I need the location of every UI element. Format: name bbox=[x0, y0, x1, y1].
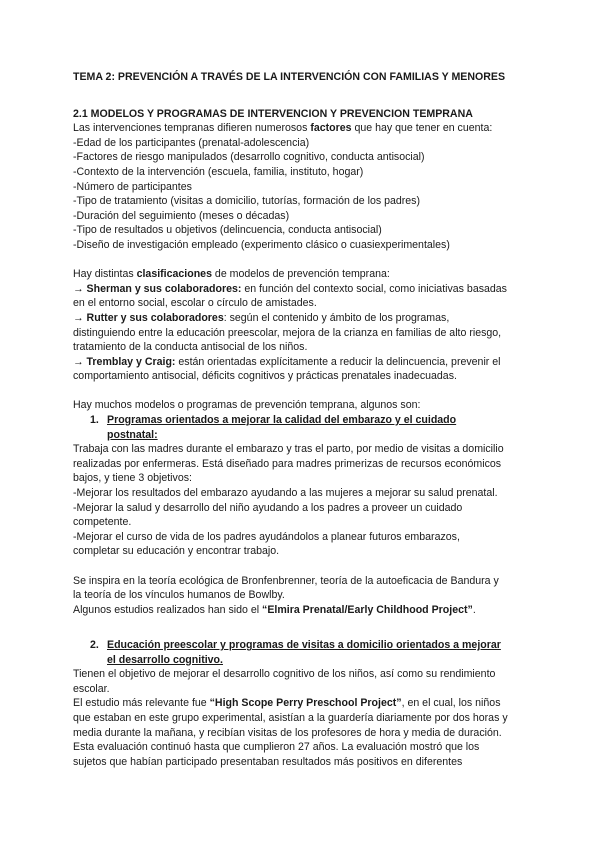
document-content bbox=[73, 70, 533, 769]
program-2-title: Educación preescolar y programas de visitas a domicilio orientados a mejorar bbox=[107, 638, 501, 651]
program-2-number: 2. bbox=[90, 638, 99, 651]
programs-intro: Hay muchos modelos o programas de prevención temprana, algunos son: bbox=[73, 399, 421, 412]
classification-sherman: → Sherman y sus colaboradores: en función del contexto social, como iniciativas basadas bbox=[73, 282, 507, 295]
program-1-number: 1. bbox=[90, 414, 99, 427]
factor-item: -Diseño de investigación empleado (experimento clásico o cuasiexperimentales) bbox=[73, 238, 450, 251]
factor-item: -Número de participantes bbox=[73, 180, 192, 193]
program-1-body: Trabaja con las madres durante el embarazo y tras el parto, por medio de visitas a domicilio bbox=[73, 443, 504, 456]
program-2-study-text: media durante la mañana, y recibían visitas de los profesores de hora y media de duración. bbox=[73, 726, 502, 739]
factor-item: -Factores de riesgo manipulados (desarrollo cognitivo, conducta antisocial) bbox=[73, 151, 425, 164]
program-2-title: el desarrollo cognitivo. bbox=[107, 653, 223, 666]
program-2-body: Tienen el objetivo de mejorar el desarrollo cognitivo de los niños, así como su rendimiento bbox=[73, 668, 496, 681]
program-2-study-text: Esta evaluación continuó hasta que cumplieron 27 años. La evaluación mostró que los bbox=[73, 741, 480, 754]
classification-text: comportamiento antisocial, déficits cognitivos y prácticas prenatales inadecuadas. bbox=[73, 370, 457, 383]
classification-tremblay: → Tremblay y Craig: están orientadas explícitamente a reducir la delincuencia, prevenir el bbox=[73, 355, 501, 368]
factor-item: -Tipo de tratamiento (visitas a domicilio, tutorías, formación de los padres) bbox=[73, 195, 420, 208]
program-2-study-text: que estaban en este grupo experimental, asistían a la guardería diariamente por dos horas y bbox=[73, 711, 508, 724]
factor-item: -Duración del seguimiento (meses o décadas) bbox=[73, 209, 290, 222]
program-1-title: Programas orientados a mejorar la calidad del embarazo y el cuidado bbox=[107, 414, 457, 427]
program-2-heading bbox=[73, 638, 533, 667]
intro-paragraph: Las intervenciones tempranas difieren numerosos factores que hay que tener en cuenta: bbox=[73, 122, 493, 135]
program-1-title: postnatal: bbox=[107, 428, 158, 441]
classifications-intro: Hay distintas clasificaciones de modelos de prevención temprana: bbox=[73, 268, 390, 281]
program-1-body: competente. bbox=[73, 516, 132, 529]
classification-text: distinguiendo entre la educación preescolar, mejora de la crianza en familias de alto riesgo, bbox=[73, 326, 502, 339]
program-1-body: bajos, y tiene 3 objetivos: bbox=[73, 472, 192, 485]
classification-text: en el entorno social, escolar o círculo de amistades. bbox=[73, 297, 317, 310]
factor-item: -Contexto de la intervención (escuela, familia, instituto, hogar) bbox=[73, 165, 364, 178]
program-1-heading bbox=[73, 413, 533, 442]
program-1-studies: Algunos estudios realizados han sido el “Elmira Prenatal/Early Childhood Project”. bbox=[73, 603, 476, 616]
classification-text: tratamiento de la conducta antisocial de los niños. bbox=[73, 341, 308, 354]
program-1-body: completar su educación y encontrar trabajo. bbox=[73, 545, 280, 558]
program-1-theory: Se inspira en la teoría ecológica de Bronfenbrenner, teoría de la autoeficacia de Bandura y bbox=[73, 574, 499, 587]
program-1-body: -Mejorar la salud y desarrollo del niño ayudando a los padres a proveer un cuidado bbox=[73, 501, 463, 514]
program-1-body: -Mejorar el curso de vida de los padres ayudándolos a planear futuros embarazos, bbox=[73, 530, 460, 543]
program-2-study: El estudio más relevante fue “High Scope Perry Preschool Project”, en el cual, los niños bbox=[73, 697, 501, 710]
page-title: TEMA 2: PREVENCIÓN A TRAVÉS DE LA INTERVENCIÓN CON FAMILIAS Y MENORES bbox=[73, 71, 506, 83]
program-2-body: escolar. bbox=[73, 682, 110, 695]
program-2-study-text: sujetos que habían participado presentaban resultados más positivos en diferentes bbox=[73, 755, 463, 768]
program-1-body: -Mejorar los resultados del embarazo ayudando a las mujeres a mejorar su salud prenatal. bbox=[73, 487, 498, 500]
classification-rutter: → Rutter y sus colaboradores: según el contenido y ámbito de los programas, bbox=[73, 311, 450, 324]
factor-item: -Tipo de resultados u objetivos (delincuencia, conducta antisocial) bbox=[73, 224, 382, 237]
factor-item: -Edad de los participantes (prenatal-adolescencia) bbox=[73, 136, 310, 149]
program-1-theory: la teoría de los vínculos humanos de Bowlby. bbox=[73, 589, 285, 602]
section-heading: 2.1 MODELOS Y PROGRAMAS DE INTERVENCION Y PREVENCION TEMPRANA bbox=[73, 107, 473, 120]
program-1-body: realizadas por enfermeras. Está diseñado para madres primerizas de recursos económicos bbox=[73, 457, 502, 470]
